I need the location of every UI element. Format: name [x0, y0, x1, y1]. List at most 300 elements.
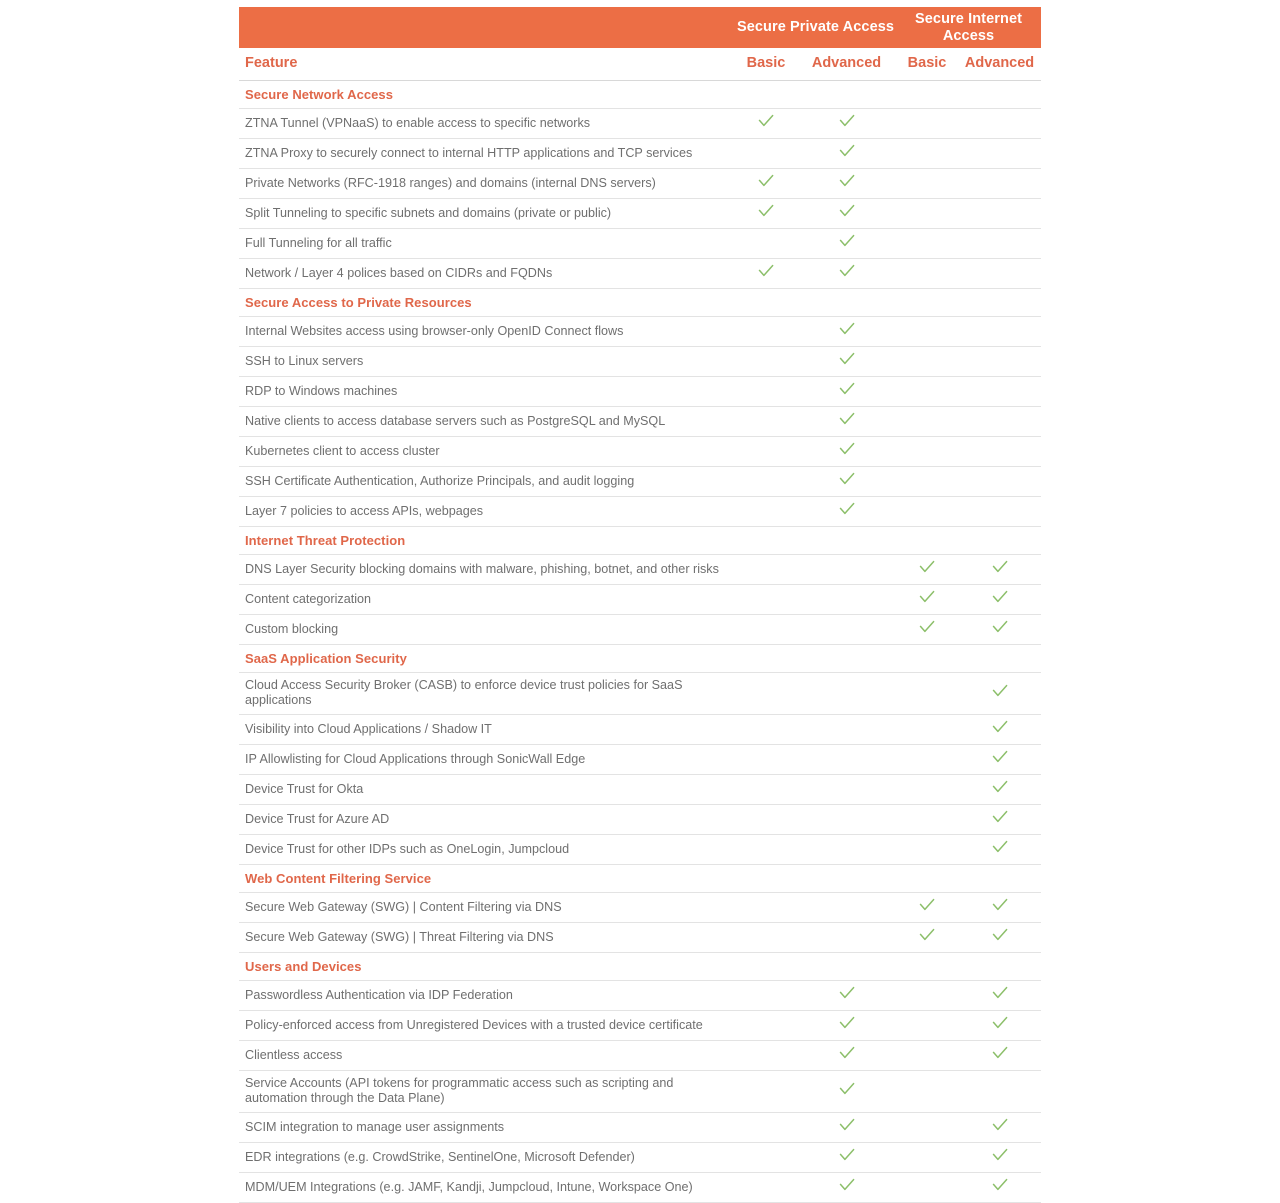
cell-sia-basic: [896, 981, 958, 1011]
cell-spa-basic: [735, 923, 797, 953]
cell-spa-basic: [735, 1011, 797, 1041]
cell-sia-advanced: [958, 1113, 1041, 1143]
cell-sia-basic: [896, 745, 958, 775]
cell-spa-advanced: [797, 555, 896, 585]
empty-cell-marker: [992, 144, 1008, 158]
cell-spa-basic: [735, 259, 797, 289]
table-row: [239, 347, 1041, 377]
group-header-secure-private-access: Secure Private Access: [735, 7, 896, 48]
cell-spa-basic: [735, 673, 797, 715]
cell-sia-advanced: [958, 555, 1041, 585]
cell-sia-basic: [896, 555, 958, 585]
empty-cell-marker: [758, 442, 774, 456]
check-icon: [992, 1016, 1008, 1030]
empty-cell-marker: [758, 1082, 774, 1096]
cell-spa-basic: [735, 109, 797, 139]
table-row: [239, 407, 1041, 437]
cell-spa-basic: [735, 835, 797, 865]
table-row: [239, 1143, 1041, 1173]
cell-sia-advanced: [958, 835, 1041, 865]
check-icon: [758, 114, 774, 128]
empty-cell-marker: [992, 204, 1008, 218]
empty-cell-marker: [758, 352, 774, 366]
check-icon: [839, 114, 855, 128]
check-icon: [758, 174, 774, 188]
cell-sia-advanced: [958, 467, 1041, 497]
cell-spa-advanced: [797, 497, 896, 527]
feature-comparison-table: [239, 7, 1041, 1203]
cell-sia-basic: [896, 467, 958, 497]
cell-spa-advanced: [797, 139, 896, 169]
cell-sia-basic: [896, 377, 958, 407]
check-icon: [992, 928, 1008, 942]
empty-cell-marker: [758, 620, 774, 634]
cell-spa-advanced: [797, 377, 896, 407]
cell-sia-basic: [896, 437, 958, 467]
empty-cell-marker: [758, 898, 774, 912]
table-row: [239, 1113, 1041, 1143]
feature-label: Layer 7 policies to access APIs, webpages: [239, 497, 735, 527]
feature-label: Internal Websites access using browser-only OpenID Connect flows: [239, 317, 735, 347]
empty-cell-marker: [758, 234, 774, 248]
cell-sia-advanced: [958, 715, 1041, 745]
cell-sia-basic: [896, 585, 958, 615]
cell-sia-basic: [896, 169, 958, 199]
empty-cell-marker: [758, 928, 774, 942]
empty-cell-marker: [839, 898, 855, 912]
cell-sia-basic: [896, 615, 958, 645]
cell-sia-basic: [896, 1071, 958, 1113]
empty-cell-marker: [919, 234, 935, 248]
empty-cell-marker: [992, 174, 1008, 188]
check-icon: [758, 204, 774, 218]
feature-label: EDR integrations (e.g. CrowdStrike, SentinelOne, Microsoft Defender): [239, 1143, 735, 1173]
cell-spa-basic: [735, 805, 797, 835]
tier-header-sia-basic: Basic: [896, 48, 958, 81]
cell-sia-basic: [896, 259, 958, 289]
cell-spa-basic: [735, 715, 797, 745]
section-title: Internet Threat Protection: [239, 527, 1041, 555]
section-header-row: [239, 865, 1041, 893]
empty-cell-marker: [992, 352, 1008, 366]
feature-label: DNS Layer Security blocking domains with malware, phishing, botnet, and other risks: [239, 555, 735, 585]
check-icon: [839, 204, 855, 218]
check-icon: [919, 590, 935, 604]
empty-cell-marker: [919, 264, 935, 278]
empty-cell-marker: [839, 928, 855, 942]
empty-cell-marker: [919, 412, 935, 426]
empty-cell-marker: [919, 1118, 935, 1132]
empty-cell-marker: [758, 684, 774, 698]
check-icon: [992, 620, 1008, 634]
cell-sia-basic: [896, 923, 958, 953]
feature-label: SSH to Linux servers: [239, 347, 735, 377]
tier-header-sia-advanced: Advanced: [958, 48, 1041, 81]
empty-cell-marker: [839, 780, 855, 794]
check-icon: [839, 144, 855, 158]
empty-cell-marker: [758, 1016, 774, 1030]
empty-cell-marker: [919, 684, 935, 698]
cell-sia-advanced: [958, 893, 1041, 923]
empty-cell-marker: [919, 840, 935, 854]
empty-cell-marker: [919, 382, 935, 396]
cell-spa-basic: [735, 555, 797, 585]
group-header-secure-internet-access: Secure Internet Access: [896, 7, 1041, 48]
check-icon: [992, 684, 1008, 698]
empty-cell-marker: [758, 472, 774, 486]
table-row: [239, 715, 1041, 745]
table-header: [239, 7, 1041, 81]
feature-label: Secure Web Gateway (SWG) | Threat Filtering via DNS: [239, 923, 735, 953]
table-row: [239, 805, 1041, 835]
cell-spa-basic: [735, 585, 797, 615]
feature-label: SCIM integration to manage user assignments: [239, 1113, 735, 1143]
empty-cell-marker: [839, 590, 855, 604]
table-row: [239, 229, 1041, 259]
empty-cell-marker: [919, 472, 935, 486]
cell-spa-advanced: [797, 923, 896, 953]
table-row: [239, 745, 1041, 775]
table-row: [239, 437, 1041, 467]
check-icon: [839, 1046, 855, 1060]
cell-spa-advanced: [797, 437, 896, 467]
feature-label: Clientless access: [239, 1041, 735, 1071]
feature-label: Visibility into Cloud Applications / Shadow IT: [239, 715, 735, 745]
empty-cell-marker: [758, 502, 774, 516]
cell-spa-basic: [735, 317, 797, 347]
cell-spa-advanced: [797, 109, 896, 139]
empty-cell-marker: [919, 144, 935, 158]
feature-label: Kubernetes client to access cluster: [239, 437, 735, 467]
empty-cell-marker: [919, 1082, 935, 1096]
empty-cell-marker: [758, 1046, 774, 1060]
cell-sia-basic: [896, 407, 958, 437]
cell-spa-advanced: [797, 1173, 896, 1203]
cell-spa-advanced: [797, 1143, 896, 1173]
cell-spa-advanced: [797, 199, 896, 229]
empty-cell-marker: [758, 412, 774, 426]
feature-label: Custom blocking: [239, 615, 735, 645]
feature-label: Device Trust for other IDPs such as OneLogin, Jumpcloud: [239, 835, 735, 865]
feature-label: Policy-enforced access from Unregistered Devices with a trusted device certificate: [239, 1011, 735, 1041]
cell-spa-basic: [735, 199, 797, 229]
feature-label: ZTNA Tunnel (VPNaaS) to enable access to specific networks: [239, 109, 735, 139]
section-title: SaaS Application Security: [239, 645, 1041, 673]
check-icon: [839, 472, 855, 486]
feature-label: Network / Layer 4 polices based on CIDRs and FQDNs: [239, 259, 735, 289]
empty-cell-marker: [992, 264, 1008, 278]
feature-label: Secure Web Gateway (SWG) | Content Filtering via DNS: [239, 893, 735, 923]
cell-sia-basic: [896, 317, 958, 347]
cell-sia-basic: [896, 1143, 958, 1173]
cell-sia-basic: [896, 893, 958, 923]
empty-cell-marker: [992, 234, 1008, 248]
table-row: [239, 615, 1041, 645]
tier-header-spa-basic: Basic: [735, 48, 797, 81]
empty-cell-marker: [758, 1118, 774, 1132]
check-icon: [839, 234, 855, 248]
feature-label: Device Trust for Okta: [239, 775, 735, 805]
cell-spa-advanced: [797, 1113, 896, 1143]
feature-label: Passwordless Authentication via IDP Federation: [239, 981, 735, 1011]
check-icon: [992, 590, 1008, 604]
feature-label: Full Tunneling for all traffic: [239, 229, 735, 259]
empty-cell-marker: [839, 750, 855, 764]
empty-cell-marker: [758, 780, 774, 794]
check-icon: [839, 1148, 855, 1162]
cell-sia-advanced: [958, 981, 1041, 1011]
empty-cell-marker: [919, 810, 935, 824]
check-icon: [839, 412, 855, 426]
cell-sia-advanced: [958, 377, 1041, 407]
cell-spa-advanced: [797, 347, 896, 377]
comparison-table-container: [239, 7, 1041, 1203]
cell-sia-advanced: [958, 1143, 1041, 1173]
cell-sia-advanced: [958, 139, 1041, 169]
check-icon: [992, 1046, 1008, 1060]
cell-spa-advanced: [797, 805, 896, 835]
cell-spa-basic: [735, 1143, 797, 1173]
check-icon: [758, 264, 774, 278]
cell-spa-advanced: [797, 775, 896, 805]
cell-spa-advanced: [797, 229, 896, 259]
cell-spa-basic: [735, 893, 797, 923]
empty-cell-marker: [919, 1046, 935, 1060]
cell-sia-basic: [896, 109, 958, 139]
cell-sia-advanced: [958, 673, 1041, 715]
empty-cell-marker: [919, 114, 935, 128]
cell-spa-basic: [735, 615, 797, 645]
check-icon: [992, 1148, 1008, 1162]
empty-cell-marker: [839, 684, 855, 698]
empty-cell-marker: [919, 442, 935, 456]
table-row: [239, 259, 1041, 289]
cell-spa-basic: [735, 1113, 797, 1143]
cell-sia-basic: [896, 835, 958, 865]
empty-cell-marker: [758, 590, 774, 604]
cell-sia-advanced: [958, 407, 1041, 437]
check-icon: [839, 986, 855, 1000]
cell-spa-advanced: [797, 893, 896, 923]
cell-spa-advanced: [797, 673, 896, 715]
cell-spa-basic: [735, 139, 797, 169]
cell-sia-advanced: [958, 1011, 1041, 1041]
empty-cell-marker: [919, 1148, 935, 1162]
feature-label: RDP to Windows machines: [239, 377, 735, 407]
section-title: Secure Access to Private Resources: [239, 289, 1041, 317]
check-icon: [992, 986, 1008, 1000]
empty-cell-marker: [919, 204, 935, 218]
table-row: [239, 139, 1041, 169]
header-band-spacer: [239, 7, 735, 48]
tier-header-row: [239, 48, 1041, 81]
cell-sia-basic: [896, 199, 958, 229]
table-row: [239, 1173, 1041, 1203]
cell-spa-basic: [735, 775, 797, 805]
cell-spa-advanced: [797, 835, 896, 865]
check-icon: [839, 264, 855, 278]
empty-cell-marker: [839, 840, 855, 854]
check-icon: [839, 1178, 855, 1192]
check-icon: [839, 174, 855, 188]
cell-spa-basic: [735, 1071, 797, 1113]
cell-sia-basic: [896, 347, 958, 377]
empty-cell-marker: [919, 1178, 935, 1192]
check-icon: [992, 1118, 1008, 1132]
empty-cell-marker: [839, 720, 855, 734]
empty-cell-marker: [758, 382, 774, 396]
cell-sia-basic: [896, 229, 958, 259]
check-icon: [839, 1118, 855, 1132]
cell-sia-basic: [896, 673, 958, 715]
table-row: [239, 1071, 1041, 1113]
cell-spa-basic: [735, 377, 797, 407]
check-icon: [992, 840, 1008, 854]
empty-cell-marker: [758, 322, 774, 336]
check-icon: [992, 810, 1008, 824]
section-header-row: [239, 289, 1041, 317]
empty-cell-marker: [992, 412, 1008, 426]
table-row: [239, 497, 1041, 527]
table-row: [239, 893, 1041, 923]
empty-cell-marker: [992, 114, 1008, 128]
empty-cell-marker: [919, 986, 935, 1000]
empty-cell-marker: [992, 322, 1008, 336]
cell-sia-advanced: [958, 585, 1041, 615]
check-icon: [839, 442, 855, 456]
cell-spa-basic: [735, 1173, 797, 1203]
feature-label: IP Allowlisting for Cloud Applications through SonicWall Edge: [239, 745, 735, 775]
empty-cell-marker: [992, 502, 1008, 516]
table-row: [239, 199, 1041, 229]
table-row: [239, 835, 1041, 865]
cell-sia-advanced: [958, 1071, 1041, 1113]
empty-cell-marker: [758, 144, 774, 158]
empty-cell-marker: [992, 382, 1008, 396]
check-icon: [992, 898, 1008, 912]
table-body: [239, 81, 1041, 1203]
check-icon: [919, 898, 935, 912]
table-row: [239, 923, 1041, 953]
cell-spa-advanced: [797, 317, 896, 347]
empty-cell-marker: [758, 560, 774, 574]
check-icon: [839, 382, 855, 396]
cell-spa-basic: [735, 981, 797, 1011]
cell-sia-advanced: [958, 805, 1041, 835]
cell-sia-advanced: [958, 199, 1041, 229]
empty-cell-marker: [758, 810, 774, 824]
cell-sia-advanced: [958, 745, 1041, 775]
check-icon: [919, 928, 935, 942]
cell-sia-advanced: [958, 775, 1041, 805]
check-icon: [839, 1016, 855, 1030]
table-row: [239, 109, 1041, 139]
cell-sia-advanced: [958, 317, 1041, 347]
cell-spa-advanced: [797, 1041, 896, 1071]
table-row: [239, 1041, 1041, 1071]
check-icon: [992, 720, 1008, 734]
empty-cell-marker: [839, 810, 855, 824]
cell-spa-advanced: [797, 745, 896, 775]
section-title: Secure Network Access: [239, 81, 1041, 109]
cell-sia-advanced: [958, 347, 1041, 377]
cell-spa-advanced: [797, 259, 896, 289]
cell-sia-basic: [896, 497, 958, 527]
cell-sia-advanced: [958, 1173, 1041, 1203]
table-row: [239, 775, 1041, 805]
table-row: [239, 377, 1041, 407]
cell-sia-advanced: [958, 259, 1041, 289]
cell-sia-advanced: [958, 169, 1041, 199]
cell-spa-basic: [735, 437, 797, 467]
feature-column-header: Feature: [239, 48, 735, 81]
table-row: [239, 981, 1041, 1011]
cell-sia-advanced: [958, 923, 1041, 953]
cell-sia-basic: [896, 715, 958, 745]
cell-spa-basic: [735, 169, 797, 199]
empty-cell-marker: [839, 620, 855, 634]
check-icon: [839, 352, 855, 366]
cell-sia-basic: [896, 1011, 958, 1041]
section-header-row: [239, 645, 1041, 673]
table-row: [239, 169, 1041, 199]
empty-cell-marker: [758, 840, 774, 854]
empty-cell-marker: [758, 1178, 774, 1192]
product-group-header-row: [239, 7, 1041, 48]
check-icon: [992, 780, 1008, 794]
cell-spa-advanced: [797, 715, 896, 745]
empty-cell-marker: [758, 986, 774, 1000]
cell-spa-advanced: [797, 407, 896, 437]
empty-cell-marker: [919, 720, 935, 734]
empty-cell-marker: [992, 472, 1008, 486]
cell-spa-advanced: [797, 169, 896, 199]
feature-label: ZTNA Proxy to securely connect to internal HTTP applications and TCP services: [239, 139, 735, 169]
cell-sia-advanced: [958, 437, 1041, 467]
feature-label: Service Accounts (API tokens for programmatic access such as scripting and automation through the Data Plane): [239, 1071, 735, 1113]
cell-spa-advanced: [797, 981, 896, 1011]
feature-label: MDM/UEM Integrations (e.g. JAMF, Kandji, Jumpcloud, Intune, Workspace One): [239, 1173, 735, 1203]
feature-label: Native clients to access database servers such as PostgreSQL and MySQL: [239, 407, 735, 437]
cell-spa-basic: [735, 467, 797, 497]
empty-cell-marker: [919, 174, 935, 188]
table-row: [239, 467, 1041, 497]
feature-label: SSH Certificate Authentication, Authorize Principals, and audit logging: [239, 467, 735, 497]
empty-cell-marker: [992, 1082, 1008, 1096]
empty-cell-marker: [758, 1148, 774, 1162]
cell-spa-basic: [735, 407, 797, 437]
feature-label: Split Tunneling to specific subnets and domains (private or public): [239, 199, 735, 229]
empty-cell-marker: [919, 502, 935, 516]
cell-spa-basic: [735, 1041, 797, 1071]
cell-spa-advanced: [797, 1071, 896, 1113]
feature-label: Content categorization: [239, 585, 735, 615]
empty-cell-marker: [919, 780, 935, 794]
feature-label: Private Networks (RFC-1918 ranges) and domains (internal DNS servers): [239, 169, 735, 199]
empty-cell-marker: [758, 720, 774, 734]
cell-sia-advanced: [958, 615, 1041, 645]
empty-cell-marker: [839, 560, 855, 574]
feature-label: Device Trust for Azure AD: [239, 805, 735, 835]
section-header-row: [239, 81, 1041, 109]
cell-sia-advanced: [958, 109, 1041, 139]
check-icon: [992, 750, 1008, 764]
cell-sia-basic: [896, 1173, 958, 1203]
cell-sia-basic: [896, 775, 958, 805]
empty-cell-marker: [992, 442, 1008, 456]
cell-spa-basic: [735, 229, 797, 259]
empty-cell-marker: [919, 750, 935, 764]
